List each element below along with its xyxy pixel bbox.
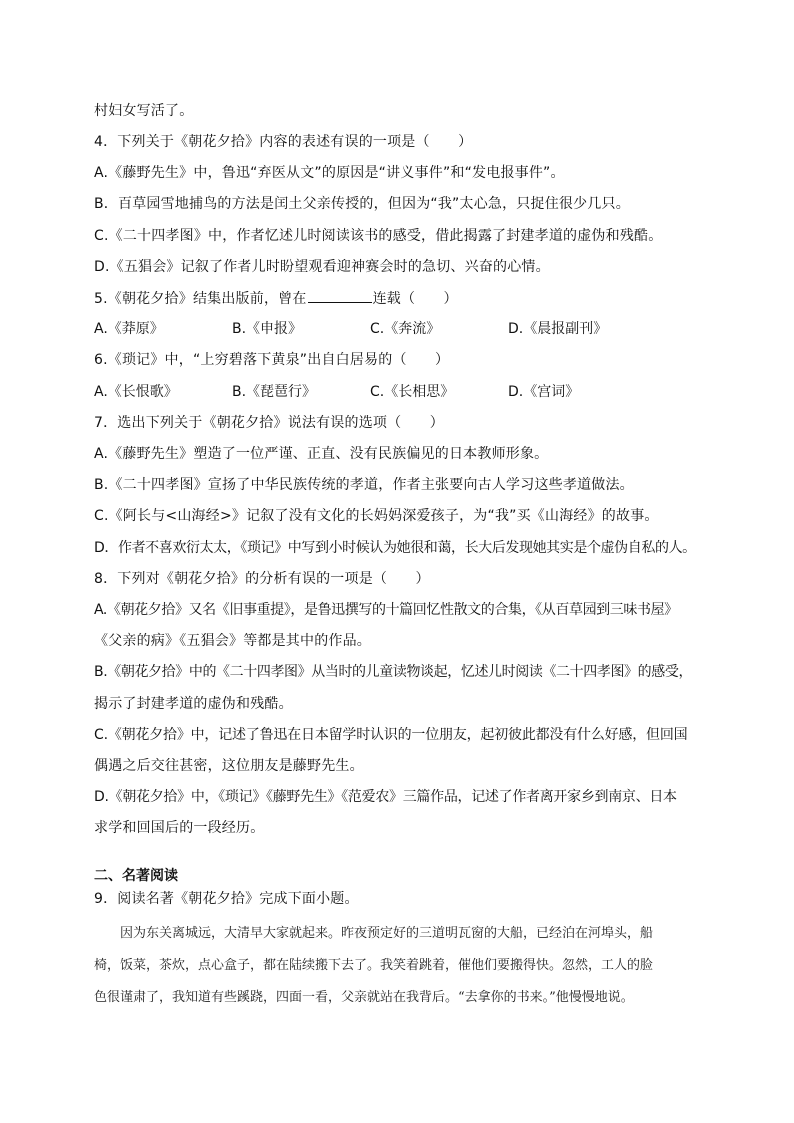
q6-option-c: C.《长相思》 bbox=[370, 384, 455, 400]
question-4: 4．下列关于《朝花夕拾》内容的表述有误的一项是（ ） bbox=[94, 134, 473, 150]
q4-option-b: B．百草园雪地捕鸟的方法是闰土父亲传授的，但因为“我”太心急，只捉住很少几只。 bbox=[94, 196, 630, 212]
q6-option-a: A.《长恨歌》 bbox=[94, 384, 178, 400]
fill-blank bbox=[308, 288, 372, 303]
q5-option-b: B.《申报》 bbox=[232, 321, 303, 337]
q8-option-b-line2: 揭示了封建孝道的虚伪和残酷。 bbox=[94, 696, 293, 712]
text-line: 村妇女写活了。 bbox=[94, 103, 194, 119]
q4-option-d: D.《五猖会》记叙了作者儿时盼望观看迎神赛会时的急切、兴奋的心情。 bbox=[94, 259, 550, 275]
question-9: 9．阅读名著《朝花夕拾》完成下面小题。 bbox=[94, 891, 359, 907]
q5-text-before: 5.《朝花夕拾》结集出版前，曾在 bbox=[94, 291, 307, 307]
q8-option-c-line1: C.《朝花夕拾》中，记述了鲁迅在日本留学时认识的一位朋友，起初彼此都没有什么好感，但回国 bbox=[94, 727, 688, 743]
q4-option-a: A.《藤野先生》中，鲁迅“弃医从文”的原因是“讲义事件”和“发电报事件”。 bbox=[94, 165, 565, 181]
passage-line: 椅，饭菜，茶炊，点心盒子，都在陆续搬下去了。我笑着跳着，催他们要搬得快。忽然，工人的脸 bbox=[94, 958, 654, 973]
q6-option-b: B.《琵琶行》 bbox=[232, 384, 317, 400]
q8-option-c-line2: 偶遇之后交往甚密，这位朋友是藤野先生。 bbox=[94, 758, 364, 774]
question-8: 8．下列对《朝花夕拾》的分析有误的一项是（ ） bbox=[94, 571, 430, 587]
section-heading: 二、名著阅读 bbox=[94, 868, 178, 884]
question-5 bbox=[94, 288, 458, 309]
q5-option-d: D.《晨报副刊》 bbox=[508, 321, 608, 337]
q5-option-c: C.《奔流》 bbox=[370, 321, 441, 337]
q6-option-d: D.《宫词》 bbox=[508, 384, 580, 400]
q8-option-a-line2: 《父亲的病》《五猖会》等都是其中的作品。 bbox=[94, 633, 371, 649]
q7-option-c: C.《阿长与<山海经>》记叙了没有文化的长妈妈深爱孩子，为“我”买《山海经》的故事。 bbox=[94, 508, 659, 524]
q7-option-b: B.《二十四孝图》宣扬了中华民族传统的孝道，作者主张要向古人学习这些孝道做法。 bbox=[94, 477, 634, 493]
q5-text-after: 连载（ ） bbox=[372, 291, 458, 307]
q7-option-a: A.《藤野先生》塑造了一位严谨、正直、没有民族偏见的日本教师形象。 bbox=[94, 446, 549, 462]
q8-option-b-line1: B.《朝花夕拾》中的《二十四孝图》从当时的儿童读物谈起，忆述儿时阅读《二十四孝图》的感受， bbox=[94, 664, 693, 680]
q8-option-d-line2: 求学和回国后的一段经历。 bbox=[94, 820, 265, 836]
q7-option-d: D．作者不喜欢衍太太，《琐记》中写到小时候认为她很和蔼，长大后发现她其实是个虚伪自私的人。 bbox=[94, 540, 696, 556]
passage-line: 因为东关离城远，大清早大家就起来。昨夜预定好的三道明瓦窗的大船，已经泊在河埠头，船 bbox=[94, 926, 654, 941]
q8-option-a-line1: A.《朝花夕拾》又名《旧事重提》，是鲁迅撰写的十篇回忆性散文的合集，《从百草园到三味书屋》 bbox=[94, 602, 678, 618]
passage-line: 色很谨肃了，我知道有些蹊跷，四面一看，父亲就站在我背后。“去拿你的书来。”他慢慢地说。 bbox=[94, 990, 634, 1005]
q4-option-c: C.《二十四孝图》中，作者忆述儿时阅读该书的感受，借此揭露了封建孝道的虚伪和残酷。 bbox=[94, 228, 663, 244]
q5-option-a: A.《莽原》 bbox=[94, 321, 164, 337]
question-7: 7．选出下列关于《朝花夕拾》说法有误的选项（ ） bbox=[94, 415, 444, 431]
question-6: 6.《琐记》中，“上穷碧落下黄泉”出自白居易的（ ） bbox=[94, 352, 450, 368]
q8-option-d-line1: D.《朝花夕拾》中，《琐记》《藤野先生》《范爱农》三篇作品，记述了作者离开家乡到南京、日本 bbox=[94, 789, 677, 805]
